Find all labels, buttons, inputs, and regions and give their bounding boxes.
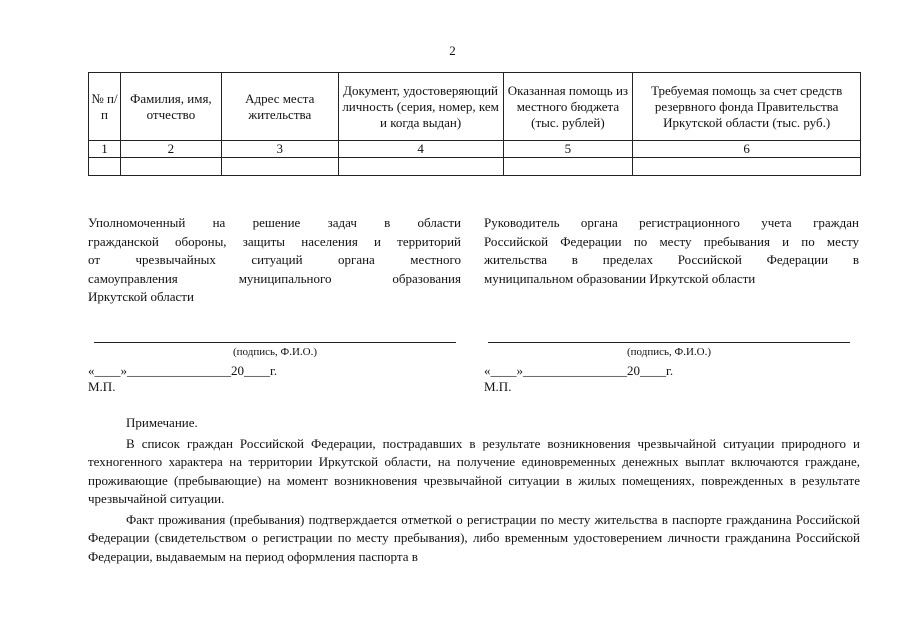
right-signatory-line: Руководитель органа регистрационного учета граждан bbox=[484, 215, 859, 230]
left-signatory-line: Иркутской области bbox=[88, 289, 194, 304]
column-number-row bbox=[89, 141, 861, 158]
empty-data-row bbox=[89, 158, 861, 176]
header-index: № п/п bbox=[89, 73, 121, 141]
right-signatory-line: Российской Федерации по месту пребывания и по месту bbox=[484, 233, 859, 249]
header-reserve-fund-aid: Требуемая помощь за счет средств резервного фонда Правительства Иркутской области (тыс. руб.) bbox=[633, 73, 861, 141]
left-stamp-place: М.П. bbox=[88, 379, 116, 394]
note-section bbox=[88, 414, 860, 568]
right-signatory-line: жительства в пределах Российской Федерации в bbox=[484, 252, 859, 267]
header-address: Адрес места жительства bbox=[221, 73, 338, 141]
left-signatory-title bbox=[88, 214, 461, 307]
header-identity-document: Документ, удостоверяющий личность (серия, номер, кем и когда выдан) bbox=[338, 73, 503, 141]
left-signatory-line: гражданской обороны, защиты населения и территорий bbox=[88, 233, 461, 249]
empty-cell bbox=[120, 158, 221, 176]
header-local-budget-aid: Оказанная помощь из местного бюджета (тыс. рублей) bbox=[503, 73, 633, 141]
empty-cell bbox=[503, 158, 633, 176]
column-number: 3 bbox=[221, 141, 338, 158]
right-date-line: «____»________________20____г. bbox=[484, 363, 674, 378]
right-signatory-line: муниципальном образовании Иркутской области bbox=[484, 270, 756, 286]
note-title: Примечание. bbox=[126, 415, 198, 430]
column-number: 6 bbox=[633, 141, 861, 158]
right-signature-line bbox=[488, 342, 850, 343]
empty-cell bbox=[338, 158, 503, 176]
empty-cell bbox=[633, 158, 861, 176]
citizens-table bbox=[88, 72, 861, 176]
note-paragraph: В список граждан Российской Федерации, пострадавших в результате возникновения чрезвычайной ситуации природного и техногенного характера на территории Иркутской области, на получение единовременных денежных выплат включаются граждане, проживающие (пребывающие) на момент возникновения чрезвычайной ситуации в жилых помещениях, поврежденных в результате чрезвычайной ситуации. bbox=[88, 435, 860, 506]
right-signatory-title bbox=[484, 214, 859, 288]
right-signature-caption: (подпись, Ф.И.О.) bbox=[627, 346, 711, 358]
empty-cell bbox=[221, 158, 338, 176]
table-header-row bbox=[89, 73, 861, 141]
column-number: 4 bbox=[338, 141, 503, 158]
right-stamp-place: М.П. bbox=[484, 379, 512, 394]
left-signatory-line: самоуправления муниципального образования bbox=[88, 270, 461, 286]
column-number: 5 bbox=[503, 141, 633, 158]
empty-cell bbox=[89, 158, 121, 176]
header-full-name: Фамилия, имя, отчество bbox=[120, 73, 221, 141]
left-signatory-line: от чрезвычайных ситуаций органа местного bbox=[88, 252, 461, 267]
column-number: 1 bbox=[89, 141, 121, 158]
left-signature-caption: (подпись, Ф.И.О.) bbox=[233, 346, 317, 358]
left-signature-line bbox=[94, 342, 456, 343]
column-number: 2 bbox=[120, 141, 221, 158]
left-signatory-line: Уполномоченный на решение задач в области bbox=[88, 215, 461, 230]
left-date-line: «____»________________20____г. bbox=[88, 363, 278, 378]
note-paragraph: Факт проживания (пребывания) подтверждается отметкой о регистрации по месту жительства в паспорте гражданина Российской Федерации (свидетельством о регистрации по месту пребывания), либо временным удостоверением личности гражданина Российской Федерации, выдаваемым на период оформления паспорта в bbox=[88, 511, 860, 564]
page-number: 2 bbox=[449, 43, 456, 58]
